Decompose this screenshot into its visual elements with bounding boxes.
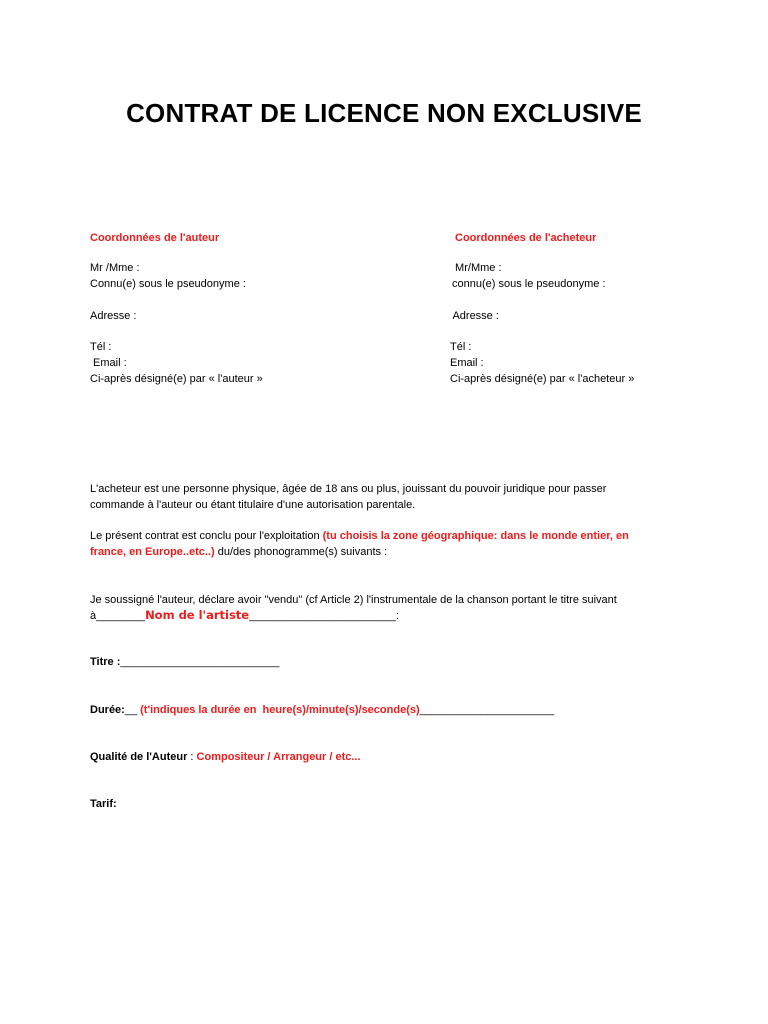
titre-blank: __________________________ — [120, 656, 280, 668]
qualite-value: Compositeur / Arrangeur / etc... — [196, 751, 361, 763]
buyer-designation: Ci-après désigné(e) par « l'acheteur » — [450, 373, 635, 385]
zone-hint: (tu choisis la zone géographique: dans le monde entier, en france, en Europe..etc..) — [90, 530, 629, 558]
contract-title: CONTRAT DE LICENCE NON EXCLUSIVE — [126, 98, 642, 128]
buyer-phone-field: Tél : — [450, 341, 472, 353]
clause-exploitation — [90, 528, 650, 560]
clause-sale-line1: Je soussigné l'auteur, déclare avoir "vendu" (cf Article 2) l'instrumentale de la chanson portant le titre suivant — [90, 594, 617, 606]
author-designation: Ci-après désigné(e) par « l'auteur » — [90, 373, 263, 385]
duree-label: Durée: — [90, 704, 125, 716]
qualite-field — [90, 749, 361, 765]
clause-buyer-eligibility: L'acheteur est une personne physique, âgée de 18 ans ou plus, jouissant du pouvoir juridique pour passer commande à l'auteur ou étant titulaire d'une autorisation parentale. — [90, 483, 607, 511]
buyer-email-field: Email : — [450, 357, 484, 369]
buyer-heading: Coordonnées de l'acheteur — [455, 232, 597, 244]
author-heading: Coordonnées de l'auteur — [90, 232, 220, 244]
buyer-pseudonym-field: connu(e) sous le pseudonyme : — [452, 278, 606, 290]
duree-hint: (t'indiques la durée en heure(s)/minute(s)/seconde(s) — [140, 704, 420, 716]
tarif-label: Tarif: — [90, 798, 117, 810]
duree-blank-before: __ — [124, 704, 141, 716]
buyer-address-field: Adresse : — [450, 310, 499, 322]
duree-blank-after: ______________________ — [419, 704, 555, 716]
author-name-field: Mr /Mme : — [90, 262, 140, 274]
buyer-name-field: Mr/Mme : — [452, 262, 502, 274]
author-phone-field: Tél : — [90, 341, 112, 353]
artist-name-placeholder: Nom de l'artiste — [145, 608, 250, 622]
qualite-label: Qualité de l'Auteur — [90, 751, 188, 763]
titre-field — [90, 654, 279, 670]
author-address-field: Adresse : — [90, 310, 137, 322]
clause-sale-line2 — [90, 607, 399, 624]
author-pseudonym-field: Connu(e) sous le pseudonyme : — [90, 278, 246, 290]
clause-exploitation-prefix: Le présent contrat est conclu pour l'exploitation — [90, 530, 323, 542]
artist-blank-before: à________ — [90, 610, 146, 622]
titre-label: Titre : — [90, 656, 121, 668]
duree-field — [90, 702, 554, 718]
author-email-field: Email : — [90, 357, 127, 369]
clause-exploitation-suffix: du/des phonogramme(s) suivants : — [214, 546, 388, 558]
artist-blank-after: ________________________: — [249, 610, 399, 622]
qualite-separator: : — [187, 751, 197, 763]
